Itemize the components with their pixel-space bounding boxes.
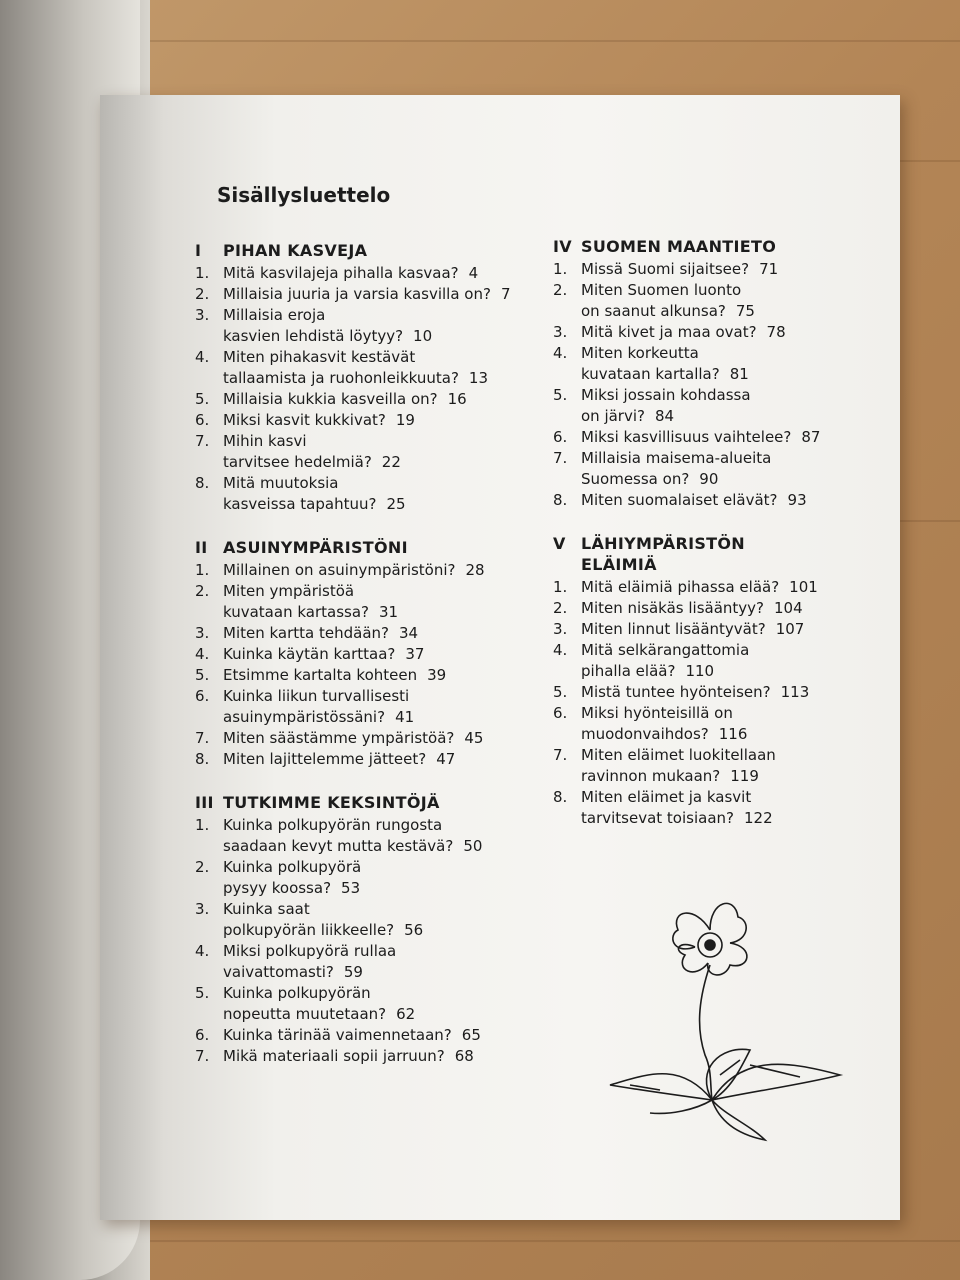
entry-title: Kuinka polkupyörän nopeutta muutetaan?	[223, 984, 387, 1023]
toc-entry	[195, 347, 525, 389]
entry-title: Miksi kasvit kukkivat?	[223, 411, 386, 429]
toc-entry	[195, 983, 525, 1025]
toc-entry	[553, 703, 853, 745]
entry-page-number: 47	[436, 750, 456, 768]
toc-entry	[195, 410, 525, 431]
entry-title: Mitä selkärangattomia pihalla elää?	[581, 641, 750, 680]
entry-page-number: 25	[386, 495, 406, 513]
entry-page-number: 53	[341, 879, 361, 897]
entry-page-number: 37	[405, 645, 425, 663]
entry-number: 1.	[195, 264, 210, 282]
entry-number: 7.	[195, 1047, 210, 1065]
entry-number: 4.	[195, 645, 210, 663]
entry-number: 1.	[195, 561, 210, 579]
entry-page-number: 4	[468, 264, 479, 282]
toc-entry	[195, 1046, 525, 1067]
toc-entry	[195, 473, 525, 515]
section-number: III	[195, 793, 214, 812]
section-heading	[195, 240, 525, 261]
entry-page-number: 28	[465, 561, 485, 579]
entry-number: 4.	[553, 344, 568, 362]
entry-number: 3.	[553, 620, 568, 638]
entry-number: 4.	[553, 641, 568, 659]
entry-number: 7.	[195, 729, 210, 747]
toc-column-left	[195, 240, 525, 1089]
entry-page-number: 16	[447, 390, 467, 408]
section-number: V	[553, 534, 566, 553]
entry-title: Millaisia juuria ja varsia kasvilla on?	[223, 285, 491, 303]
entry-page-number: 84	[654, 407, 675, 425]
entry-page-number: 41	[395, 708, 415, 726]
toc-entry	[553, 745, 853, 787]
entry-number: 3.	[195, 624, 210, 642]
toc-entry	[195, 623, 525, 644]
entry-title: Etsimme kartalta kohteen	[223, 666, 418, 684]
section-number: IV	[553, 237, 572, 256]
entry-title: Miten nisäkäs lisääntyy?	[581, 599, 765, 617]
entry-title: Mihin kasvi tarvitsee hedelmiä?	[223, 432, 372, 471]
entry-number: 8.	[553, 788, 568, 806]
section-heading	[553, 236, 853, 257]
entry-number: 2.	[553, 599, 568, 617]
entry-page-number: 13	[468, 369, 489, 387]
entry-title: Millaisia eroja kasvien lehdistä löytyy?	[223, 306, 404, 345]
section-title: SUOMEN MAANTIETO	[581, 237, 777, 256]
entry-number: 4.	[195, 942, 210, 960]
toc-entry	[553, 427, 853, 448]
entry-title: Miten eläimet luokitellaan ravinnon mukaan?	[581, 746, 776, 785]
toc-entry	[195, 749, 525, 770]
entry-title: Mikä materiaali sopii jarruun?	[223, 1047, 445, 1065]
entry-title: Miksi polkupyörä rullaa vaivattomasti?	[223, 942, 397, 981]
entry-number: 5.	[195, 666, 210, 684]
entry-title: Miten lajittelemme jätteet?	[223, 750, 427, 768]
toc-entry	[195, 1025, 525, 1046]
entry-number: 2.	[195, 582, 210, 600]
entry-page-number: 10	[413, 327, 433, 345]
entry-title: Miten kartta tehdään?	[223, 624, 389, 642]
entry-page-number: 122	[744, 809, 773, 827]
entry-page-number: 56	[404, 921, 424, 939]
toc-entry	[553, 259, 853, 280]
entry-page-number: 87	[801, 428, 821, 446]
entry-number: 7.	[553, 746, 568, 764]
toc-entry	[553, 322, 853, 343]
entry-title: Kuinka saat polkupyörän liikkeelle?	[223, 900, 395, 939]
entry-number: 5.	[553, 386, 568, 404]
entry-title: Miksi jossain kohdassa on järvi?	[581, 386, 751, 425]
entry-number: 2.	[195, 285, 210, 303]
toc-section	[195, 537, 525, 770]
entry-page-number: 110	[685, 662, 715, 680]
toc-entry	[195, 284, 525, 305]
entry-title: Miten pihakasvit kestävät tallaamista ja ruohonleikkuuta?	[223, 348, 459, 387]
toc-entry	[553, 385, 853, 427]
entry-page-number: 93	[787, 491, 807, 509]
toc-section	[553, 236, 853, 511]
toc-entry	[553, 577, 853, 598]
entry-number: 6.	[553, 704, 568, 722]
entry-number: 8.	[553, 491, 568, 509]
entry-page-number: 71	[759, 260, 779, 278]
toc-entry	[195, 728, 525, 749]
entry-title: Miksi kasvillisuus vaihtelee?	[581, 428, 792, 446]
entry-page-number: 113	[780, 683, 810, 701]
toc-entry	[553, 343, 853, 385]
entry-title: Millainen on asuinympäristöni?	[223, 561, 456, 579]
entry-title: Miten Suomen luonto on saanut alkunsa?	[581, 281, 742, 320]
toc-entry	[553, 682, 853, 703]
entry-title: Mitä eläimiä pihassa elää?	[581, 578, 780, 596]
entry-page-number: 68	[454, 1047, 474, 1065]
toc-section	[195, 240, 525, 515]
entry-title: Kuinka käytän karttaa?	[223, 645, 396, 663]
entry-title: Mitä kasvilajeja pihalla kasvaa?	[223, 264, 459, 282]
toc-entry	[195, 941, 525, 983]
toc-entry	[553, 619, 853, 640]
entry-title: Mitä muutoksia kasveissa tapahtuu?	[223, 474, 377, 513]
section-heading	[553, 533, 853, 575]
entry-number: 6.	[195, 411, 210, 429]
toc-entry	[195, 305, 525, 347]
entry-page-number: 65	[461, 1026, 481, 1044]
section-title: PIHAN KASVEJA	[223, 241, 368, 260]
entry-title: Miten linnut lisääntyvät?	[581, 620, 766, 638]
entry-page-number: 19	[395, 411, 415, 429]
entry-number: 3.	[553, 323, 568, 341]
entry-page-number: 119	[730, 767, 759, 785]
section-heading	[195, 792, 525, 813]
entry-number: 1.	[553, 578, 568, 596]
toc-entry	[553, 640, 853, 682]
entry-number: 1.	[553, 260, 568, 278]
entry-title: Miksi hyönteisillä on muodonvaihdos?	[581, 704, 733, 743]
section-title: LÄHIYMPÄRISTÖN ELÄIMIÄ	[581, 534, 745, 574]
entry-title: Kuinka polkupyörän rungosta saadaan kevyt mutta kestävä?	[223, 816, 454, 855]
toc-entry	[195, 815, 525, 857]
entry-page-number: 31	[378, 603, 399, 621]
toc-entry	[195, 857, 525, 899]
entry-number: 3.	[195, 306, 210, 324]
entry-number: 2.	[553, 281, 568, 299]
toc-entry	[195, 389, 525, 410]
entry-title: Mitä kivet ja maa ovat?	[581, 323, 757, 341]
entry-number: 7.	[553, 449, 568, 467]
section-heading	[195, 537, 525, 558]
entry-page-number: 50	[463, 837, 483, 855]
entry-title: Kuinka polkupyörä pysyy koossa?	[223, 858, 362, 897]
toc-entry	[195, 560, 525, 581]
entry-page-number: 62	[396, 1005, 416, 1023]
entry-number: 4.	[195, 348, 210, 366]
entry-page-number: 90	[699, 470, 719, 488]
entry-page-number: 7	[500, 285, 511, 303]
entry-page-number: 75	[735, 302, 755, 320]
entry-number: 5.	[195, 390, 210, 408]
entry-title: Missä Suomi sijaitsee?	[581, 260, 750, 278]
entry-title: Mistä tuntee hyönteisen?	[581, 683, 771, 701]
entry-page-number: 116	[718, 725, 748, 743]
toc-entry	[553, 598, 853, 619]
entry-number: 3.	[195, 900, 210, 918]
section-number: II	[195, 538, 208, 557]
entry-number: 8.	[195, 474, 210, 492]
entry-title: Miten säästämme ympäristöä?	[223, 729, 455, 747]
entry-number: 5.	[553, 683, 568, 701]
entry-page-number: 22	[381, 453, 401, 471]
toc-entry	[195, 431, 525, 473]
entry-page-number: 45	[464, 729, 484, 747]
entry-number: 6.	[195, 687, 210, 705]
entry-page-number: 34	[399, 624, 419, 642]
entry-title: Kuinka tärinää vaimennetaan?	[223, 1026, 452, 1044]
entry-title: Miten suomalaiset elävät?	[581, 491, 778, 509]
toc-entry	[195, 581, 525, 623]
entry-page-number: 39	[427, 666, 447, 684]
section-title: ASUINYMPÄRISTÖNI	[223, 538, 408, 557]
toc-section	[553, 533, 853, 829]
entry-page-number: 101	[789, 578, 818, 596]
toc-entry	[195, 644, 525, 665]
section-number: I	[195, 241, 202, 260]
toc-entry	[553, 787, 853, 829]
entry-number: 1.	[195, 816, 210, 834]
toc-entry	[195, 686, 525, 728]
toc-section	[195, 792, 525, 1067]
entry-title: Miten ympäristöä kuvataan kartassa?	[223, 582, 369, 621]
toc-title: Sisällysluettelo	[217, 183, 391, 207]
entry-number: 7.	[195, 432, 210, 450]
entry-page-number: 104	[774, 599, 803, 617]
entry-title: Millaisia maisema-alueita Suomessa on?	[581, 449, 772, 488]
entry-page-number: 81	[729, 365, 749, 383]
anemone-flower-illustration	[600, 885, 850, 1145]
entry-number: 6.	[553, 428, 568, 446]
entry-number: 8.	[195, 750, 210, 768]
entry-title: Kuinka liikun turvallisesti asuinympäristössäni?	[223, 687, 410, 726]
entry-page-number: 78	[766, 323, 786, 341]
toc-entry	[553, 490, 853, 511]
toc-column-right	[553, 236, 853, 851]
entry-title: Miten korkeutta kuvataan kartalla?	[581, 344, 720, 383]
entry-page-number: 107	[775, 620, 805, 638]
entry-title: Millaisia kukkia kasveilla on?	[223, 390, 438, 408]
toc-entry	[553, 280, 853, 322]
toc-entry	[195, 899, 525, 941]
entry-title: Miten eläimet ja kasvit tarvitsevat toisiaan?	[581, 788, 752, 827]
toc-entry	[195, 665, 525, 686]
entry-page-number: 59	[343, 963, 363, 981]
entry-number: 6.	[195, 1026, 210, 1044]
entry-number: 2.	[195, 858, 210, 876]
toc-entry	[553, 448, 853, 490]
entry-number: 5.	[195, 984, 210, 1002]
section-title: TUTKIMME KEKSINTÖJÄ	[223, 793, 440, 812]
toc-entry	[195, 263, 525, 284]
